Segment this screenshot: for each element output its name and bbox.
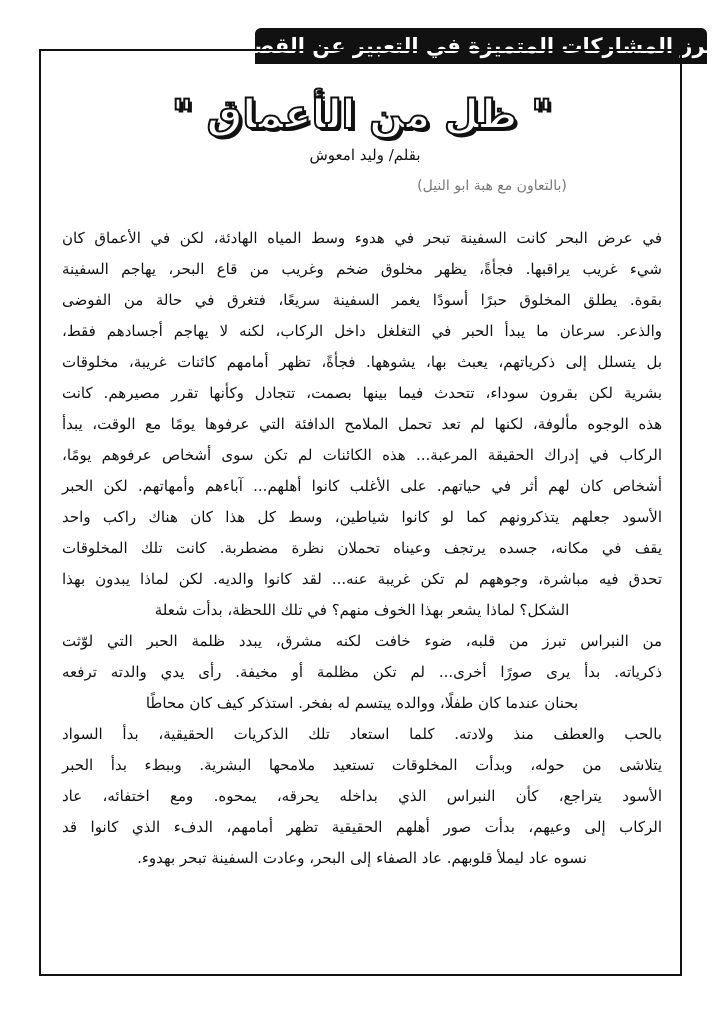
story-line: نسوه عاد ليملأ قلوبهم. عاد الصفاء إلى البحر، وعادت السفينة تبحر بهدوء. [137, 849, 587, 867]
story-line: هذه الوجوه مألوفة، لكنها لم تعد تحمل الملامح الدافئة التي عرفوها يومًا مع الوقت، يبدأ [62, 415, 662, 433]
story-line: يقف في مكانه، جسده يرتجف وعيناه تحملان نظرة مضطربة. كانت تلك المخلوقات [62, 539, 662, 557]
story-line: والذعر. سرعان ما يبدأ الحبر في التغلغل داخل الركاب، لكنه لا يهاجم أجسادهم فقط، [62, 322, 662, 340]
story-line: الركاب في إدراك الحقيقة المرعبة... هذه الكائنات لم تكن سوى أشخاص عرفوهم يومًا، [62, 446, 662, 464]
story-line: من النبراس تبرز من قلبه، ضوء خافت لكنه مشرق، يبدد ظلمة الحبر التي لوّثت [62, 632, 662, 650]
story-line: الأسود يتراجع، كأن النبراس الذي بداخله يحرقه، يمحوه. ومع اختفائه، عاد [62, 787, 662, 805]
story-line: بشرية لكن بقرون سوداء، تتحدث فيما بينها بصمت، تتجادل وكأنها تقرر مصيرهم. كانت [62, 384, 662, 402]
story-line: أشخاص كان لهم أثر في حياتهم. على الأغلب كانوا أهلهم... آباءهم وأمهاتهم. لكن الحبر [62, 477, 662, 495]
story-line: ذكرياته. بدأ يرى صورًا أخرى... لم تكن مظلمة أو مخيفة. رأى يدي والدته ترفعه [62, 663, 662, 681]
story-line: بحنان عندما كان طفلًا، ووالده يبتسم له بفخر. استذكر كيف كان محاطًا [145, 694, 579, 712]
story-line: بل يتسلل إلى ذكرياتهم، يعبث بها، يشوهها. فجأةً، تظهر أمامهم كائنات غريبة، مخلوقات [62, 353, 662, 371]
story-line: يتلاشى من حوله، وبدأت المخلوقات تستعيد ملامحها البشرية. وببطء بدأ الحبر [62, 756, 662, 774]
story-title-wrap [0, 92, 724, 138]
collaboration-note: (بالتعاون مع هبة ابو النيل) [417, 178, 567, 194]
story-title: " ظل من الأعماق " [171, 92, 553, 138]
story-line: الأسود جعلهم يتذكرونهم كما لو كانوا شياطين، وسط كل هذا كان هناك راكب واحد [62, 508, 662, 526]
story-line: شيء غريب يراقبها. فجأةً، يظهر مخلوق ضخم وغريب من قاع البحر، يهاجم السفينة [62, 260, 662, 278]
story-line: في عرض البحر كانت السفينة تبحر في هدوء وسط المياه الهادئة، لكن في الأعماق كان [62, 229, 662, 247]
header-title: ابرز المشاركات المتميزة في التعبير عن القصة [241, 34, 721, 58]
story-line: تحدق فيه مباشرة، وجوههم لم تكن غريبة عنه... لقد كانوا والديه. لكن لماذا يبدون بهذا [62, 570, 662, 588]
story-body [62, 223, 662, 874]
author-line: بقلم/ وليد امعوش [309, 146, 421, 164]
story-line: الشكل؟ لماذا يشعر بهذا الخوف منهم؟ في تلك اللحظة، بدأت شعلة [154, 601, 570, 619]
story-line: بالحب والعطف منذ ولادته. كلما استعاد تلك الذكريات الحقيقية، بدأ السواد [62, 725, 662, 743]
story-line: الركاب إلى وعيهم، بدأت صور أهلهم الحقيقية تظهر أمامهم، الدفء الذي كانوا قد [62, 818, 662, 836]
story-line: بقوة. يطلق المخلوق حبرًا أسودًا يغمر السفينة سريعًا، فتغرق في حالة من الفوضى [62, 291, 662, 309]
